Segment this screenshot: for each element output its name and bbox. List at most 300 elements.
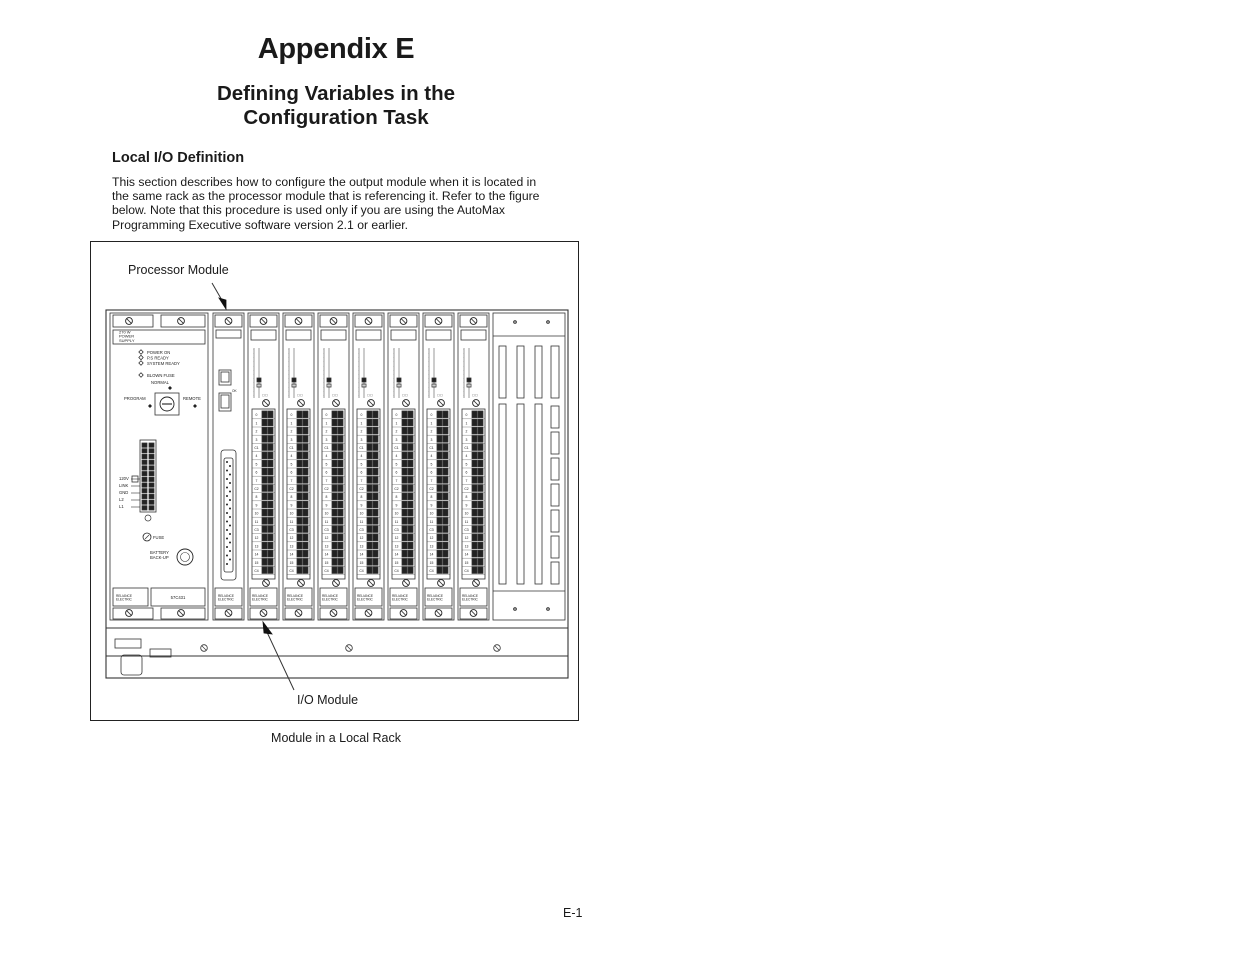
brand-label: ELECTRIC [392, 597, 408, 602]
terminal-cell [303, 501, 308, 508]
slot-pin [514, 608, 517, 611]
screw-slot [401, 611, 406, 616]
terminal-cell [297, 526, 302, 533]
io-terminal-number: 10 [289, 511, 294, 516]
terminal-cell [262, 485, 267, 492]
led-dot: · [428, 376, 429, 381]
led-dot: · [323, 384, 324, 389]
screw-slot [404, 581, 409, 586]
led-dot: · [253, 359, 254, 364]
terminal-cell [437, 460, 442, 467]
terminal-cell [332, 501, 337, 508]
led-dot: · [393, 384, 394, 389]
led-dot: · [358, 355, 359, 360]
terminal-cell [332, 493, 337, 500]
io-terminal-number: 14 [324, 552, 329, 557]
io-terminal-number: C4 [289, 569, 294, 573]
screw-slot [369, 401, 374, 406]
io-terminal-number: 7 [430, 478, 433, 483]
brand-label: RELIANCE [392, 594, 408, 598]
terminal-cell [408, 444, 413, 451]
terminal-cell [373, 452, 378, 459]
bolt-mark [202, 646, 206, 650]
dsub-pin [229, 542, 231, 544]
io-terminal-number: 4 [360, 454, 363, 459]
terminal-cell [478, 460, 483, 467]
terminal-cell [149, 443, 154, 447]
io-terminal-number: C2 [324, 487, 329, 491]
terminal-cell [437, 427, 442, 434]
terminal-cell [338, 444, 343, 451]
led-dot: · [428, 359, 429, 364]
led-dot: · [428, 393, 429, 398]
io-terminal-number: C2 [359, 487, 364, 491]
terminal-cell [443, 501, 448, 508]
terminal-cell [472, 501, 477, 508]
io-terminal-number: 4 [395, 454, 398, 459]
io-terminal-number: 6 [290, 470, 293, 475]
io-terminal-number: 12 [324, 536, 329, 541]
led-dot: · [393, 393, 394, 398]
terminal-cell [472, 411, 477, 418]
terminal-cell [408, 526, 413, 533]
dsub-pin [229, 559, 231, 561]
terminal-cell [338, 460, 343, 467]
terminal-cell [332, 444, 337, 451]
terminal-cell [408, 559, 413, 566]
dsub-pin [226, 504, 228, 506]
status-led [467, 378, 471, 382]
led-dot: · [463, 380, 464, 385]
dsub-pin [226, 521, 228, 523]
led-dot: · [253, 384, 254, 389]
terminal-cell [373, 411, 378, 418]
io-terminal-number: C4 [359, 569, 364, 573]
terminal-cell [373, 518, 378, 525]
terminal-cell [373, 444, 378, 451]
screw-slot [261, 319, 266, 324]
terminal-cell [472, 444, 477, 451]
led-dot: · [463, 347, 464, 351]
led-dot: · [358, 351, 359, 356]
terminal-cell [443, 559, 448, 566]
io-terminal-number: 14 [429, 552, 434, 557]
terminal-cell [437, 501, 442, 508]
section-heading: Local I/O Definition [112, 150, 245, 166]
led-dot: · [428, 380, 429, 385]
terminal-cell [303, 550, 308, 557]
led-dot: · [253, 363, 254, 368]
brand-label: RELIANCE [427, 594, 443, 598]
backplane-connector [517, 404, 524, 584]
port-inner [221, 372, 229, 382]
io-terminal-number: 15 [394, 560, 399, 565]
led-dot: · [323, 372, 324, 377]
terminal-cell [472, 493, 477, 500]
terminal-cell [297, 518, 302, 525]
io-terminal-number: 15 [429, 560, 434, 565]
io-terminal-number: 5 [325, 462, 328, 467]
io-terminal-number: 1 [255, 421, 258, 426]
terminal-cell [472, 534, 477, 541]
terminal-cell [303, 444, 308, 451]
dsub-pin [229, 474, 231, 476]
led-dot: · [323, 351, 324, 356]
side-connector [551, 432, 559, 454]
brand-label: ELECTRIC [252, 597, 268, 602]
led-dot: · [428, 368, 429, 372]
terminal-cell [149, 460, 154, 464]
io-terminal-number: 8 [430, 495, 433, 500]
screw-slot [366, 611, 371, 616]
screw-slot [179, 319, 184, 324]
io-terminal-number: 6 [395, 470, 398, 475]
terminal-cell [478, 559, 483, 566]
side-connector [551, 510, 559, 532]
terminal-cell [408, 419, 413, 426]
dsub-connector [221, 450, 236, 580]
terminal-cell [149, 454, 154, 458]
brand-label: ELECTRIC [427, 597, 443, 602]
terminal-cell [268, 493, 273, 500]
terminal-cell [297, 567, 302, 574]
led-dot: · [358, 363, 359, 368]
io-terminal-number: 2 [325, 429, 328, 434]
terminal-cell [408, 485, 413, 492]
terminal-cell [373, 550, 378, 557]
terminal-cell [338, 526, 343, 533]
terminal-cell [262, 550, 267, 557]
led-dot: · [358, 384, 359, 389]
led-dot: · [323, 363, 324, 368]
slot-pin [547, 608, 550, 611]
screw-slot [264, 401, 269, 406]
io-terminal-number: 7 [255, 478, 258, 483]
terminal-cell [262, 427, 267, 434]
io-terminal-number: 13 [359, 544, 364, 549]
io-terminal-number: 11 [464, 519, 469, 524]
led-dot: · [428, 384, 429, 389]
io-terminal-number: C4 [464, 569, 469, 573]
screw-slot [439, 401, 444, 406]
appendix-title: Appendix E [257, 33, 415, 65]
terminal-cell [443, 493, 448, 500]
terminal-cell [408, 468, 413, 475]
led-pair: ▢▢ [332, 393, 339, 397]
terminal-cell [338, 411, 343, 418]
io-terminal-number: 11 [394, 519, 399, 524]
body-line: Programming Executive software version 2.1 or earlier. [112, 217, 409, 232]
io-terminal-number: 5 [465, 462, 468, 467]
terminal-cell [402, 452, 407, 459]
io-terminal-number: 8 [395, 495, 398, 500]
terminal-cell [262, 460, 267, 467]
io-terminal-number: C4 [254, 569, 259, 573]
terminal-cell [142, 449, 147, 453]
terminal-cell [437, 444, 442, 451]
io-terminal-number: C3 [359, 528, 364, 532]
io-terminal-number: 0 [395, 413, 398, 418]
led-dot: · [253, 389, 254, 393]
terminal-cell [478, 567, 483, 574]
led-dot: · [323, 376, 324, 381]
led-dot: · [393, 347, 394, 351]
led-dot: · [358, 380, 359, 385]
terminal-cell [142, 466, 147, 470]
terminal-cell [338, 427, 343, 434]
dsub-pin [229, 482, 231, 484]
terminal-cell [367, 542, 372, 549]
led-dot: · [288, 393, 289, 398]
terminal-cell [303, 411, 308, 418]
dsub-pin [229, 508, 231, 510]
terminal-cell [472, 542, 477, 549]
terminal-cell [338, 534, 343, 541]
terminal-cell [332, 509, 337, 516]
terminal-cell [149, 494, 154, 498]
terminal-cell [408, 550, 413, 557]
io-terminal-number: 10 [254, 511, 259, 516]
led-dot: · [253, 368, 254, 372]
side-connector [551, 562, 559, 584]
led-dot: · [463, 368, 464, 372]
led-dot: · [393, 363, 394, 368]
backplane-connector [499, 404, 506, 584]
body-line: This section describes how to configure the output module when it is located in [112, 175, 537, 189]
io-terminal-number: C2 [429, 487, 434, 491]
processor-part-number: 57C431 [170, 595, 186, 600]
ps-terminal-label: L2 [119, 497, 124, 502]
terminal-cell [338, 493, 343, 500]
terminal-cell [443, 518, 448, 525]
led-dot: · [393, 389, 394, 393]
terminal-cell [402, 419, 407, 426]
terminal-cell [332, 559, 337, 566]
io-terminal-number: 14 [394, 552, 399, 557]
led-dot: · [253, 376, 254, 381]
terminal-cell [268, 411, 273, 418]
dsub-pin [226, 470, 228, 472]
screw-slot [299, 401, 304, 406]
led-pair: ▢▢ [297, 393, 304, 397]
terminal-cell [297, 419, 302, 426]
terminal-cell [297, 477, 302, 484]
terminal-cell [332, 485, 337, 492]
led-dot: · [253, 355, 254, 360]
dsub-pin [229, 499, 231, 501]
io-terminal-number: C4 [394, 569, 399, 573]
terminal-cell [332, 468, 337, 475]
io-terminal-number: 12 [359, 536, 364, 541]
io-terminal-number: C1 [394, 446, 399, 450]
screw-slot [331, 319, 336, 324]
led-dot: · [288, 368, 289, 372]
io-terminal-number: 15 [324, 560, 329, 565]
terminal-cell [443, 526, 448, 533]
io-terminal-number: 9 [290, 503, 293, 508]
ok-indicator: OK [232, 389, 237, 393]
terminal-cell [338, 559, 343, 566]
terminal-cell [367, 509, 372, 516]
io-terminal-number: 4 [325, 454, 328, 459]
status-led [292, 378, 296, 382]
keyswitch-program-label: PROGRAM [124, 396, 146, 401]
figure-caption: Module in a Local Rack [271, 731, 401, 745]
terminal-cell [478, 518, 483, 525]
dsub-pin [226, 512, 228, 514]
io-terminal-number: C3 [464, 528, 469, 532]
terminal-cell [268, 436, 273, 443]
label-plate [216, 330, 241, 338]
terminal-cell [338, 550, 343, 557]
screw-slot [404, 401, 409, 406]
terminal-cell [402, 468, 407, 475]
terminal-cell [303, 526, 308, 533]
brand-label: RELIANCE [357, 594, 373, 598]
io-terminal-number: C1 [429, 446, 434, 450]
led-dot: · [288, 355, 289, 360]
terminal-cell [367, 526, 372, 533]
backplane-connector [499, 346, 506, 398]
terminal-cell [262, 452, 267, 459]
io-terminal-number: 3 [430, 437, 433, 442]
dsub-pin [226, 478, 228, 480]
io-terminal-number: 11 [289, 519, 294, 524]
terminal-cell [332, 460, 337, 467]
terminal-cell [373, 534, 378, 541]
label-plate [426, 330, 451, 340]
terminal-cell [142, 460, 147, 464]
terminal-cell [338, 518, 343, 525]
terminal-cell [303, 460, 308, 467]
dsub-pin [226, 487, 228, 489]
brand-label: ELECTRIC [322, 597, 338, 602]
terminal-cell [297, 509, 302, 516]
led-dot: · [463, 384, 464, 389]
ps-rating-label: POWER [119, 333, 135, 339]
backplane-connector [517, 346, 524, 398]
terminal-cell [478, 436, 483, 443]
terminal-cell [373, 542, 378, 549]
terminal-cell [402, 460, 407, 467]
terminal-cell [472, 509, 477, 516]
terminal-cell [408, 427, 413, 434]
terminal-cell [472, 436, 477, 443]
led-dot: · [323, 389, 324, 393]
empty-slot-area [493, 313, 565, 620]
io-terminal-number: 11 [359, 519, 364, 524]
led-dot: · [288, 389, 289, 393]
fuse-slot [145, 535, 149, 539]
terminal-cell [478, 444, 483, 451]
io-terminal-number: 9 [360, 503, 363, 508]
io-terminal-number: C2 [464, 487, 469, 491]
io-terminal-number: C1 [359, 446, 364, 450]
terminal-cell [402, 518, 407, 525]
terminal-cell [402, 485, 407, 492]
io-terminal-number: C2 [254, 487, 259, 491]
io-terminal-number: 11 [324, 519, 329, 524]
led-dot: · [393, 355, 394, 360]
terminal-cell [437, 542, 442, 549]
terminal-cell [262, 567, 267, 574]
terminal-cell [367, 501, 372, 508]
led-dot: · [393, 372, 394, 377]
subtitle-line: Defining Variables in the [216, 82, 456, 105]
terminal-cell [332, 427, 337, 434]
screw-slot [261, 611, 266, 616]
ps-terminal-label: GND [119, 490, 129, 495]
terminal-cell [268, 567, 273, 574]
io-terminal-number: 5 [255, 462, 258, 467]
terminal-cell [443, 567, 448, 574]
terminal-cell [262, 493, 267, 500]
io-terminal-number: 11 [429, 519, 434, 524]
io-terminal-number: 5 [290, 462, 293, 467]
terminal-cell [142, 489, 147, 493]
status-led [327, 378, 331, 382]
io-terminal-number: 2 [430, 429, 433, 434]
terminal-cell [262, 509, 267, 516]
terminal-cell [262, 559, 267, 566]
terminal-cell [332, 518, 337, 525]
io-terminal-number: 10 [394, 511, 399, 516]
screw-slot [296, 319, 301, 324]
io-terminal-number: 6 [465, 470, 468, 475]
brand-label: RELIANCE [287, 594, 303, 598]
led-dot: · [393, 368, 394, 372]
terminal-cell [437, 550, 442, 557]
terminal-cell [402, 411, 407, 418]
terminal-cell [297, 411, 302, 418]
screw-slot [369, 581, 374, 586]
led-pair: ▢▢ [472, 393, 479, 397]
terminal-cell [142, 472, 147, 476]
led-dot: · [253, 351, 254, 356]
rack-connector [115, 639, 141, 648]
terminal-cell [297, 542, 302, 549]
terminal-cell [338, 477, 343, 484]
terminal-cell [303, 567, 308, 574]
terminal-cell [332, 436, 337, 443]
terminal-cell [268, 542, 273, 549]
terminal-cell [332, 542, 337, 549]
terminal-cell [402, 436, 407, 443]
terminal-cell [367, 518, 372, 525]
terminal-cell [443, 444, 448, 451]
io-terminal-number: 7 [465, 478, 468, 483]
io-terminal-number: 8 [290, 495, 293, 500]
terminal-cell [402, 542, 407, 549]
terminal-cell [478, 411, 483, 418]
terminal-cell [297, 485, 302, 492]
dsub-pin [226, 546, 228, 548]
brand-label: ELECTRIC [357, 597, 373, 602]
io-terminal-number: C3 [254, 528, 259, 532]
terminal-cell [373, 509, 378, 516]
screw-slot [436, 611, 441, 616]
dsub-pin [229, 550, 231, 552]
terminal-cell [373, 468, 378, 475]
terminal-cell [303, 427, 308, 434]
terminal-cell [338, 501, 343, 508]
terminal-cell [443, 411, 448, 418]
terminal-cell [367, 444, 372, 451]
terminal-cell [478, 477, 483, 484]
terminal-cell [297, 559, 302, 566]
led-pair: ▢▢ [367, 393, 374, 397]
terminal-cell [297, 468, 302, 475]
